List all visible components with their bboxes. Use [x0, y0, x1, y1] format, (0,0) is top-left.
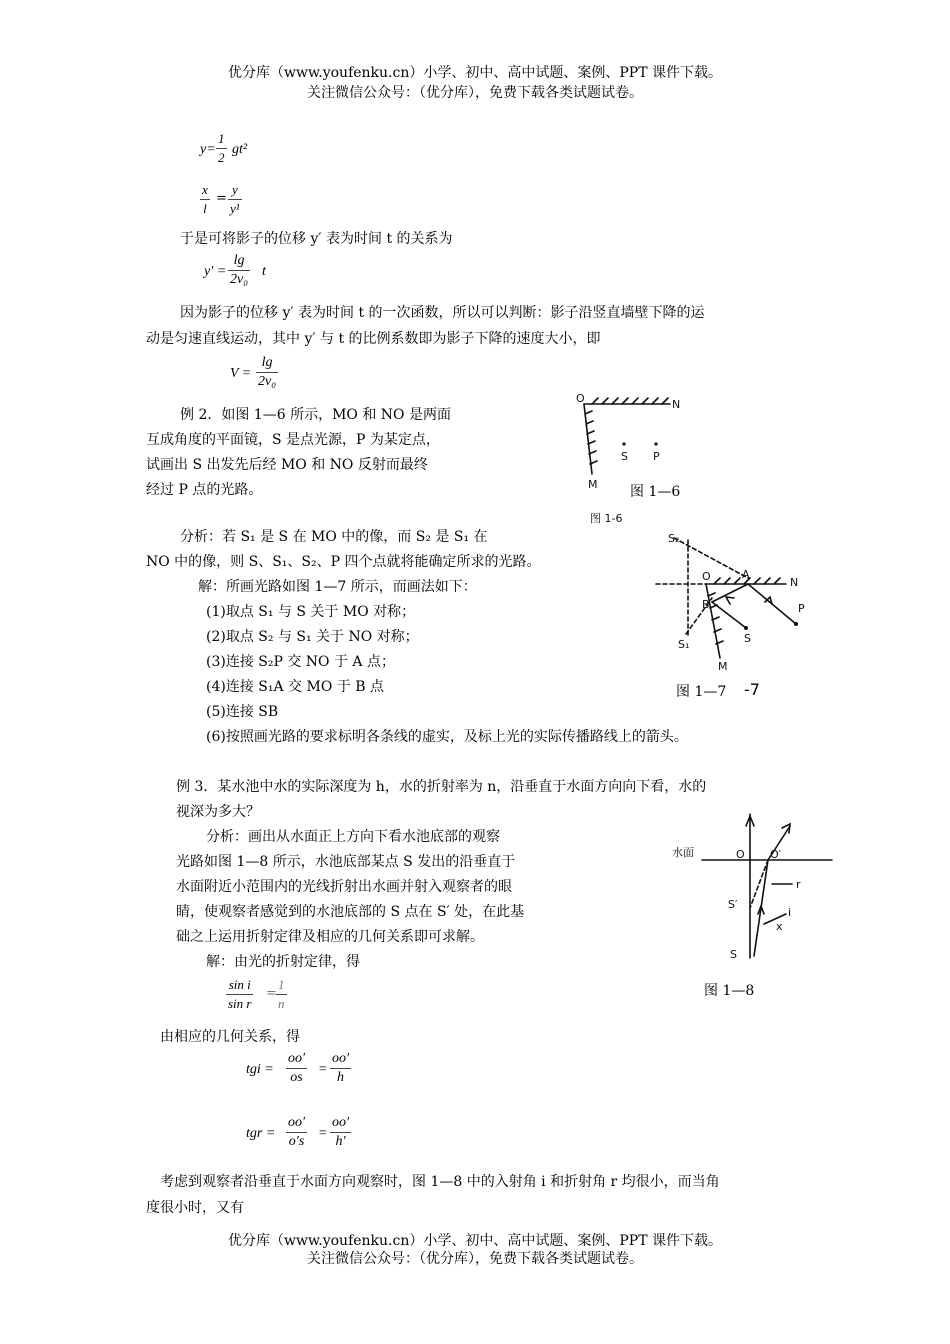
paragraph-2b: 动是匀速直线运动，其中 y′ 与 t 的比例系数即为影子下降的速度大小，即	[146, 331, 601, 347]
header-line-1: 优分库（www.youfenku.cn）小学、初中、高中试题、案例、PPT 课件下载。	[227, 65, 722, 81]
formula-6-lhs: tgi =	[246, 1062, 274, 1077]
formula-4-lhs: V =	[230, 366, 252, 381]
fig7-ray-s-b	[712, 602, 746, 628]
formula-3-fraction	[228, 252, 250, 289]
formula-7-num-1: oo′	[286, 1114, 307, 1133]
fig8-label-r: r	[796, 878, 801, 891]
formula-6-den-2: h	[337, 1070, 345, 1085]
figure-1-7	[650, 528, 810, 678]
formula-1-lhs: y=	[200, 142, 216, 157]
formula-3-den: 2v₀	[230, 272, 249, 287]
analysis-3-line-a: 分析：画出从水面正上方向下看水池底部的观察	[206, 829, 500, 845]
step-1: (1)取点 S₁ 与 S 关于 MO 对称；	[206, 604, 416, 620]
last-paragraph-b: 度很小时，又有	[146, 1200, 244, 1216]
example-3-line-a: 例 3．某水池中水的实际深度为 h，水的折射率为 n，沿垂直于水面方向向下看，水的	[176, 779, 707, 795]
step-3: (3)连接 S₂P 交 NO 于 A 点；	[206, 654, 395, 670]
example-2-line-a: 例 2．如图 1—6 所示，MO 和 NO 是两面	[180, 407, 451, 423]
formula-3-lhs: y′ =	[204, 264, 227, 279]
formula-5-right	[276, 976, 287, 1013]
step-4: (4)连接 S₁A 交 MO 于 B 点	[206, 679, 384, 695]
footer-line-2: 关注微信公众号：（优分库），免费下载各类试题试卷。	[307, 1251, 643, 1267]
formula-4-fraction	[256, 354, 278, 391]
fig8-i-pointer	[764, 914, 786, 924]
formula-7-eq: =	[318, 1126, 328, 1141]
fig8-label-x: x	[776, 920, 783, 933]
fig7-label-a: A	[742, 568, 750, 581]
formula-7-lhs: tgr =	[246, 1126, 276, 1141]
fig7-point-p	[794, 622, 798, 626]
example-2-line-d: 经过 P 点的光路。	[146, 482, 263, 498]
mirror-mo-hatch	[585, 411, 597, 464]
analysis-3-line-d: 睛，使观察者感觉到的水池底部的 S 点在 S′ 处，在此基	[176, 904, 525, 920]
fig6-label-s: S	[621, 450, 628, 463]
formula-2-den-right: y¹	[230, 201, 240, 216]
formula-1-fraction	[216, 130, 227, 167]
fig7-label-s1: S₁	[678, 638, 690, 651]
mirror-no-hatch	[592, 398, 668, 404]
formula-2-den-left: l	[203, 201, 207, 216]
figure-1-8-caption: 图 1—8	[704, 983, 755, 999]
formula-5-num-right: 1	[276, 976, 287, 995]
figure-1-7-caption: 图 1—7	[676, 684, 727, 700]
analysis-2-line-b: NO 中的像，则 S、S₁、S₂、P 四个点就将能确定所求的光路。	[146, 554, 541, 570]
formula-5-den: sin r	[228, 996, 252, 1011]
example-2-line-c: 试画出 S 出发先后经 MO 和 NO 反射而最终	[146, 457, 428, 473]
formula-1-den: 2	[218, 150, 225, 165]
formula-3-num: lg	[228, 252, 250, 271]
formula-4-den: 2v₀	[258, 374, 277, 389]
fig7-label-n: N	[790, 576, 799, 589]
fig6-point-p	[654, 442, 657, 445]
fig7-label-s2: S₂	[668, 532, 680, 545]
analysis-3-line-b: 光路如图 1—8 所示，水池底部某点 S 发出的沿垂直于	[176, 854, 516, 870]
fig8-label-o1: O′	[770, 848, 782, 861]
fig6-label-o: O	[576, 392, 585, 405]
fig6-label-n: N	[672, 398, 681, 411]
formula-6-den-1: os	[290, 1070, 303, 1085]
solution-3: 解：由光的折射定律，得	[206, 954, 360, 970]
step-2: (2)取点 S₂ 与 S₁ 关于 NO 对称；	[206, 629, 419, 645]
formula-2-num-right: y	[228, 181, 242, 200]
paragraph-1: 于是可将影子的位移 y′ 表为时间 t 的关系为	[180, 231, 453, 247]
fig8-label-water: 水面	[672, 846, 694, 859]
formula-5-left	[226, 976, 253, 1013]
example-2-line-b: 互成角度的平面镜，S 是点光源，P 为某定点，	[146, 432, 440, 448]
formula-6-num-1: oo′	[286, 1050, 307, 1069]
fig7-dashed-s2-a	[674, 538, 748, 578]
fig6-label-m: M	[588, 478, 598, 491]
fig7-point-s	[744, 626, 748, 630]
formula-7-num-2: oo′	[330, 1114, 351, 1133]
fig6-point-s	[622, 442, 625, 445]
fig8-label-s: S	[730, 948, 737, 961]
formula-1-num: 1	[216, 130, 227, 149]
fig6-label-p: P	[653, 450, 660, 463]
fig7-label-o: O	[702, 570, 711, 583]
fig7-label-p: P	[798, 602, 805, 615]
fig7-label-b: B	[702, 598, 710, 611]
formula-7-frac-1	[286, 1114, 307, 1151]
formula-7-den-2: h′	[335, 1134, 346, 1149]
fig8-label-s1: S′	[728, 898, 738, 911]
fig8-label-i: i	[788, 906, 792, 919]
fig7-label-m: M	[718, 660, 728, 673]
footer-line-1: 优分库（www.youfenku.cn）小学、初中、高中试题、案例、PPT 课件下载。	[227, 1233, 722, 1249]
analysis-3-line-e: 础之上运用折射定律及相应的几何关系即可求解。	[176, 929, 484, 945]
formula-6-frac-1	[286, 1050, 307, 1087]
figure-1-7-handwritten-mark: -7	[744, 680, 760, 699]
figure-1-6	[570, 392, 700, 532]
formula-7-den-1: o′s	[288, 1134, 305, 1149]
fig7-label-s: S	[744, 632, 751, 645]
formula-6-num-2: oo′	[330, 1050, 351, 1069]
formula-7-frac-2	[330, 1114, 351, 1151]
solution-2: 解：所画光路如图 1—7 所示，而画法如下：	[198, 579, 477, 595]
figure-1-6-caption: 图 1—6	[630, 484, 681, 500]
formula-5-den-right: n	[278, 996, 285, 1011]
formula-4-num: lg	[256, 354, 278, 373]
geometry-line: 由相应的几何关系，得	[160, 1029, 300, 1045]
last-paragraph-a: 考虑到观察者沿垂直于水面方向观察时，图 1—8 中的入射角 i 和折射角 r 均很小，而当角	[160, 1174, 720, 1190]
formula-2-num-left: x	[200, 181, 210, 200]
formula-1-rhs: gt²	[232, 142, 248, 157]
formula-6-frac-2	[330, 1050, 351, 1087]
example-3-line-b: 视深为多大？	[176, 804, 260, 820]
formula-3-rhs: t	[262, 264, 266, 279]
formula-2-right	[228, 181, 242, 218]
formula-5-eq: =	[266, 986, 277, 1001]
step-6: (6)按照画光路的要求标明各条线的虚实，及标上光的实际传播路线上的箭头。	[206, 729, 688, 745]
fig6-handwritten-caption: 图 1-6	[590, 512, 623, 525]
step-5: (5)连接 SB	[206, 704, 279, 720]
formula-6-eq: =	[318, 1062, 328, 1077]
fig8-label-o: O	[736, 848, 745, 861]
analysis-3-line-c: 水面附近小范围内的光线折射出水画并射入观察者的眼	[176, 879, 512, 895]
formula-2-eq: =	[216, 191, 227, 206]
analysis-2-line-a: 分析：若 S₁ 是 S 在 MO 中的像，而 S₂ 是 S₁ 在	[180, 529, 488, 545]
figure-1-8	[672, 808, 837, 968]
fig7-ray-b-a	[712, 584, 748, 602]
formula-2-left	[200, 181, 210, 218]
paragraph-2a: 因为影子的位移 y′ 表为时间 t 的一次函数，所以可以判断：影子沿竖直墙壁下降的运	[180, 305, 705, 321]
header-line-2: 关注微信公众号：（优分库），免费下载各类试题试卷。	[307, 85, 643, 101]
formula-5-num: sin i	[226, 976, 253, 995]
